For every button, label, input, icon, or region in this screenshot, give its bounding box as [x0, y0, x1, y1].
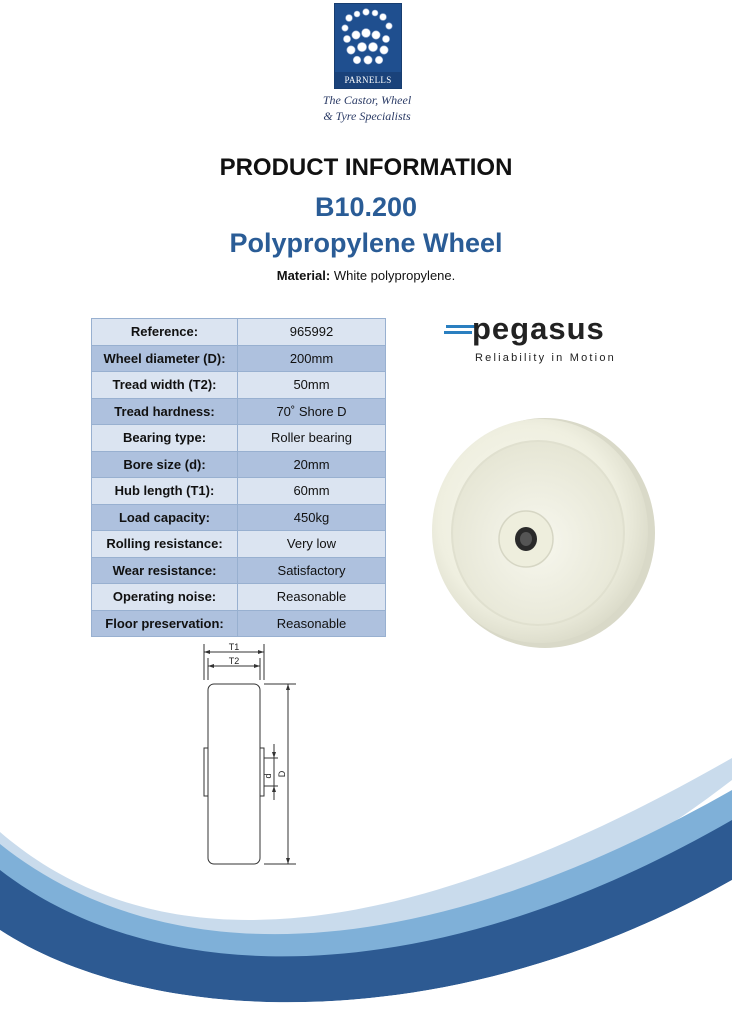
spec-row-floor-preservation: [92, 610, 386, 637]
product-code: B10.200: [314, 192, 418, 222]
spec-label: Tread width (T2):: [92, 372, 238, 399]
spec-value: Very low: [238, 531, 386, 558]
tagline-line-1: The Castor, Wheel: [322, 93, 412, 107]
brand-dash-icon: [444, 331, 472, 334]
spec-value: Reasonable: [238, 610, 386, 637]
spec-row-wheel-diameter: [92, 345, 386, 372]
dim-label-bore: d: [263, 773, 273, 779]
dim-label-t1: T1: [228, 642, 240, 652]
spec-label: Wear resistance:: [92, 557, 238, 584]
spec-value: 200mm: [238, 345, 386, 372]
spec-label: Tread hardness:: [92, 398, 238, 425]
spec-value: 20mm: [238, 451, 386, 478]
spec-value: Roller bearing: [238, 425, 386, 452]
brand-name: pegasus: [472, 311, 605, 346]
spec-value: 965992: [238, 319, 386, 346]
spec-label: Load capacity:: [92, 504, 238, 531]
spec-label: Bearing type:: [92, 425, 238, 452]
pegasus-logo: [444, 313, 624, 373]
page-heading: PRODUCT INFORMATION: [219, 154, 513, 181]
spec-label: Rolling resistance:: [92, 531, 238, 558]
spec-table: [91, 318, 386, 637]
spec-row-rolling-resistance: [92, 531, 386, 558]
logo-tagline: [300, 92, 434, 124]
spec-row-bore-size: [92, 451, 386, 478]
spec-value: 50mm: [238, 372, 386, 399]
dim-label-t2: T2: [228, 656, 240, 666]
spec-row-tread-hardness: [92, 398, 386, 425]
spec-row-hub-length: [92, 478, 386, 505]
spec-value: 70˚ Shore D: [238, 398, 386, 425]
spec-label: Wheel diameter (D):: [92, 345, 238, 372]
spec-row-operating-noise: [92, 584, 386, 611]
spec-label: Operating noise:: [92, 584, 238, 611]
material-line: [0, 268, 732, 283]
spec-value: 60mm: [238, 478, 386, 505]
spec-row-wear-resistance: [92, 557, 386, 584]
spec-value: Satisfactory: [238, 557, 386, 584]
parnells-logo: [334, 3, 402, 89]
material-value: White polypropylene.: [333, 268, 456, 283]
brand-tagline: Reliability in Motion: [475, 352, 616, 364]
wheel-product-image: [430, 415, 660, 655]
spec-label: Floor preservation:: [92, 610, 238, 637]
spec-row-bearing-type: [92, 425, 386, 452]
material-label: Material:: [276, 268, 331, 283]
spec-label: Bore size (d):: [92, 451, 238, 478]
spec-row-reference: [92, 319, 386, 346]
spec-value: 450kg: [238, 504, 386, 531]
tagline-line-2: & Tyre Specialists: [323, 109, 411, 123]
dim-label-diameter: D: [277, 770, 287, 778]
logo-company-name: PARNELLS: [344, 75, 392, 85]
spec-label: Reference:: [92, 319, 238, 346]
decorative-swoosh: [0, 720, 732, 1024]
product-name: Polypropylene Wheel: [229, 228, 503, 258]
spec-value: Reasonable: [238, 584, 386, 611]
spec-label: Hub length (T1):: [92, 478, 238, 505]
spec-row-load-capacity: [92, 504, 386, 531]
spec-row-tread-width: [92, 372, 386, 399]
